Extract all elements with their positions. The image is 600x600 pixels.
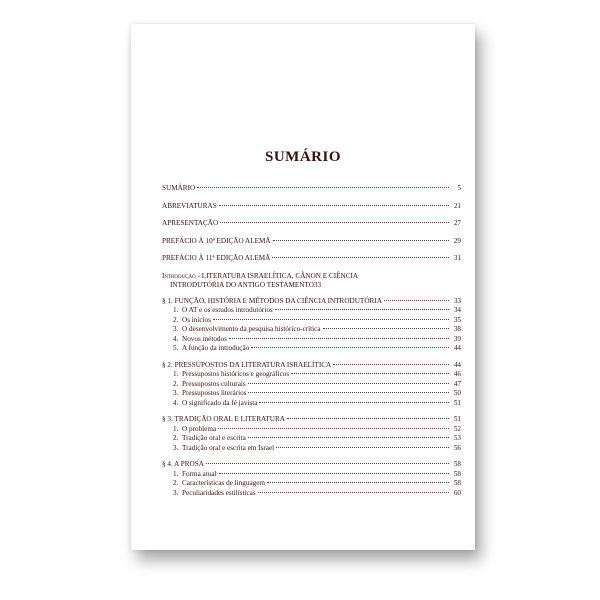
dot-leader <box>248 392 449 393</box>
dot-leader <box>276 447 449 448</box>
dot-leader <box>333 364 449 365</box>
page-number: 51 <box>453 415 461 423</box>
page-number: 47 <box>453 379 461 388</box>
intro-line-2-label: INTRODUTÓRIA DO ANTIGO TESTAMENTO <box>170 281 314 289</box>
toc-entry <box>162 237 461 247</box>
entry-text: O AT e os estudos introdutórios <box>182 306 273 314</box>
entry-label: § 1. FUNÇÃO, HISTÓRIA E MÉTODOS DA CIÊNCIA INTRODUTÓRIA <box>162 296 382 305</box>
page-number: 56 <box>453 443 461 452</box>
section-heading <box>162 297 461 307</box>
page-number: 58 <box>453 460 461 468</box>
dot-leader <box>267 482 449 483</box>
entry-label: APRESENTAÇÃO <box>162 219 219 227</box>
entry-number: 2. <box>173 315 179 324</box>
toc-section <box>162 361 461 409</box>
entry-label <box>173 425 216 435</box>
dot-leader <box>206 463 449 464</box>
entry-label <box>173 344 249 354</box>
toc-subentry <box>162 479 461 489</box>
dot-leader <box>323 328 449 329</box>
dot-leader <box>213 319 449 320</box>
entry-text: O problema <box>182 424 217 433</box>
entry-label <box>173 335 227 345</box>
toc-entry <box>162 202 461 212</box>
entry-number: 1. <box>173 306 179 314</box>
toc-section <box>162 297 461 354</box>
entry-label: SUMÁRIO <box>162 184 196 192</box>
entry-label: PREFÁCIO À 11ª EDIÇÃO ALEMÃ <box>162 254 271 262</box>
dot-leader <box>275 309 449 310</box>
entry-number: 1. <box>173 469 179 478</box>
entry-label <box>173 470 217 480</box>
toc-section <box>162 460 461 498</box>
entry-label: PREFÁCIO À 10ª EDIÇÃO ALEMÃ <box>162 236 271 245</box>
toc-subentry <box>162 399 461 409</box>
dot-leader <box>218 428 449 429</box>
entry-text: Pressupostos literários <box>182 389 247 397</box>
dot-leader <box>258 492 449 493</box>
entry-label <box>173 316 211 326</box>
page-number: 51 <box>453 398 461 407</box>
page-number: 38 <box>453 325 461 333</box>
entry-label <box>173 399 257 409</box>
page-number: 39 <box>453 334 461 343</box>
entry-text: Os inícios <box>182 315 211 324</box>
page-number: 34 <box>453 306 461 314</box>
entry-label: § 4. A PROSA <box>162 460 204 468</box>
toc-entry <box>162 254 461 264</box>
entry-number: 3. <box>173 389 179 397</box>
dot-leader <box>272 257 449 258</box>
toc-subentry <box>162 335 461 345</box>
dot-leader <box>219 473 449 474</box>
section-heading <box>162 361 461 371</box>
toc-subentry <box>162 325 461 335</box>
entry-text: Novos métodos <box>182 334 227 343</box>
entry-text: Pressupostos culturais <box>182 379 246 388</box>
entry-text: Forma atual <box>182 469 217 478</box>
toc-subentry <box>162 444 461 454</box>
dot-leader <box>220 222 449 223</box>
toc-section <box>162 415 461 453</box>
entry-label <box>173 479 265 489</box>
entry-number: 3. <box>173 443 179 452</box>
dot-leader <box>219 205 449 206</box>
toc-subentry <box>162 380 461 390</box>
intro-entry <box>162 272 461 291</box>
entry-text: O significado da fé javista <box>182 398 258 407</box>
book-page <box>131 24 475 550</box>
toc-subentry <box>162 389 461 399</box>
entry-label: § 2. PRESSUPOSTOS DA LITERATURA ISRAELÍTICA <box>162 360 332 369</box>
entry-number: 4. <box>173 398 179 407</box>
entry-text: A função da introdução <box>182 344 250 352</box>
dot-leader <box>291 373 449 374</box>
page-number: 58 <box>453 479 461 487</box>
entry-label <box>173 444 274 454</box>
page-number: 27 <box>453 219 461 227</box>
toc-subentry <box>162 489 461 499</box>
dot-leader <box>259 402 449 403</box>
toc-subentry <box>162 434 461 444</box>
page-number: 60 <box>453 488 461 497</box>
toc-entry <box>162 219 461 229</box>
page-number: 52 <box>453 424 461 433</box>
entry-text: Características de linguagem <box>182 479 266 487</box>
intro-line-2 <box>162 281 461 291</box>
entry-label <box>173 434 246 444</box>
dot-leader <box>248 437 449 438</box>
toc-subentry <box>162 370 461 380</box>
page-number: 44 <box>453 344 461 352</box>
toc-subentry <box>162 306 461 316</box>
entry-number: 3. <box>173 325 179 333</box>
toc-entry <box>162 184 461 194</box>
entry-number: 3. <box>173 488 179 497</box>
entry-label <box>173 306 273 316</box>
page-number: 53 <box>453 434 461 442</box>
section-heading <box>162 460 461 470</box>
entry-number: 1. <box>173 370 179 378</box>
toc-subentry <box>162 425 461 435</box>
page-number: 44 <box>453 360 461 369</box>
entry-label <box>173 370 289 380</box>
page-number: 35 <box>453 315 461 324</box>
page-number: 58 <box>453 469 461 478</box>
dot-leader <box>273 240 449 241</box>
entry-label: ABREVIATURAS <box>162 201 217 210</box>
page-title: SUMÁRIO <box>264 149 341 165</box>
page-number: 29 <box>453 236 461 245</box>
toc-subentry <box>162 344 461 354</box>
intro-line-1: Introdução - LITERATURA ISRAELÍTICA, CÂNON E CIÊNCIA <box>162 271 359 280</box>
dot-leader <box>384 300 449 301</box>
entry-label <box>173 389 246 399</box>
entry-number: 1. <box>173 424 179 433</box>
entry-text: O desenvolvimento da pesquisa histórico-crítica <box>182 325 321 333</box>
entry-text: Pressupostos históricos e geográficos <box>182 370 290 378</box>
entry-number: 5. <box>173 344 179 352</box>
dot-leader <box>287 418 449 419</box>
toc-subentry <box>162 316 461 326</box>
sections-list <box>162 297 461 499</box>
dot-leader <box>229 338 449 339</box>
page-number: 50 <box>453 389 461 397</box>
entry-number: 2. <box>173 479 179 487</box>
entry-label <box>173 380 246 390</box>
toc-subentry <box>162 470 461 480</box>
entry-label <box>173 489 256 499</box>
intro-page-number: 33 <box>313 281 322 289</box>
entry-number: 2. <box>173 379 179 388</box>
entry-number: 2. <box>173 434 179 442</box>
page-number: 31 <box>453 254 461 262</box>
section-heading <box>162 415 461 425</box>
dot-leader <box>197 187 449 188</box>
entry-label <box>173 325 321 335</box>
entry-text: Tradição oral e escrita <box>182 434 246 442</box>
page-number: 33 <box>453 296 461 305</box>
dot-leader <box>251 347 449 348</box>
entry-text: Tradição oral e escrita em Israel <box>182 443 275 452</box>
page-number: 5 <box>457 184 461 192</box>
main-entries <box>162 184 461 264</box>
page-number: 46 <box>453 370 461 378</box>
dot-leader <box>248 383 449 384</box>
entry-text: Peculiaridades estilísticas <box>182 488 256 497</box>
entry-number: 4. <box>173 334 179 343</box>
page-number: 21 <box>453 201 461 210</box>
entry-label: § 3. TRADIÇÃO ORAL E LITERATURA <box>162 415 285 423</box>
table-of-contents <box>162 184 461 505</box>
